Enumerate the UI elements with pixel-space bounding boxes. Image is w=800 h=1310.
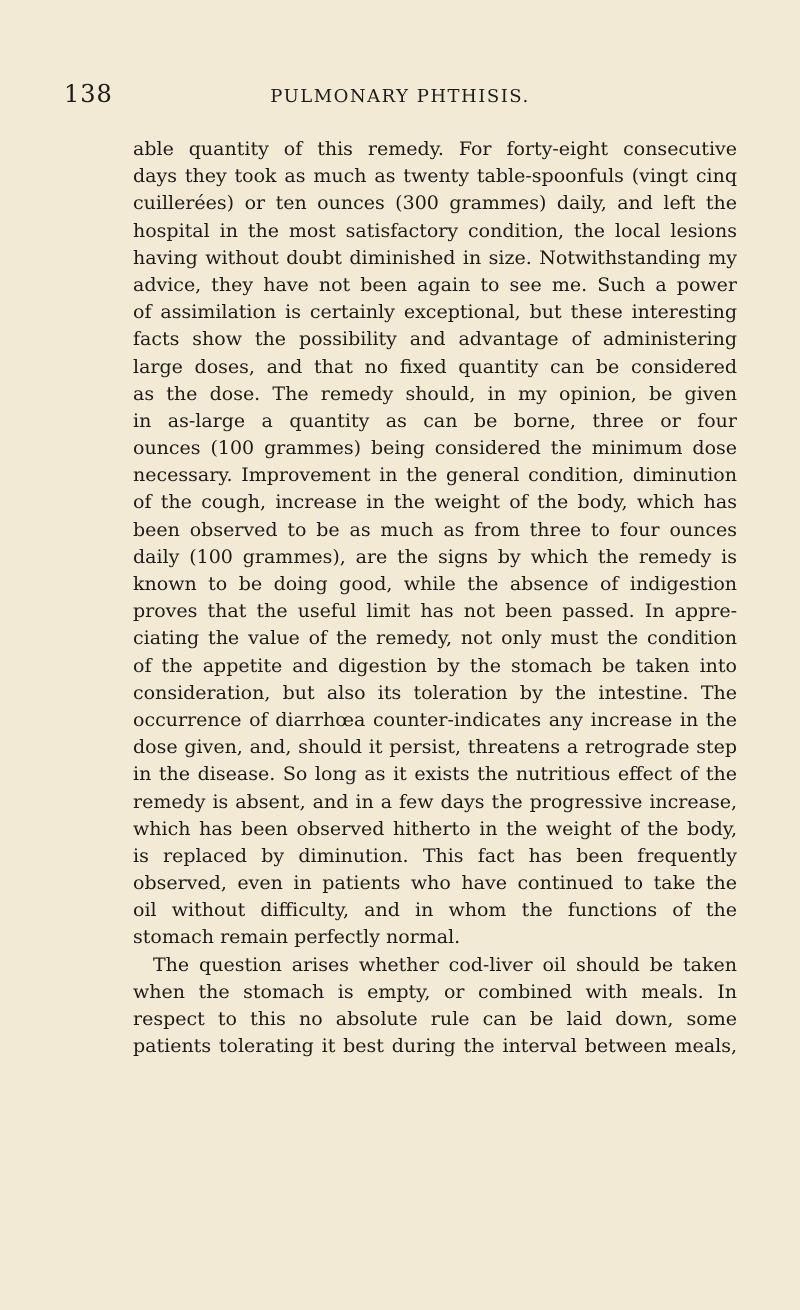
text-line: as the dose. The remedy should, in my opinion, be given	[133, 382, 737, 405]
text-line: able quantity of this remedy. For forty-eight consecutive	[133, 138, 737, 160]
text-line: of the appetite and digestion by the stomach be taken into	[133, 654, 737, 677]
text-line: of assimilation is certainly exceptional, but these interesting	[133, 301, 737, 324]
text-line: in as-large a quantity as can be borne, three or four	[133, 409, 737, 432]
text-line: cuillerées) or ten ounces (300 grammes) daily, and left the	[133, 192, 737, 215]
text-line: ounces (100 grammes) being considered the minimum dose	[133, 437, 737, 460]
text-line: dose given, and, should it persist, threatens a retrograde step	[133, 736, 737, 759]
text-line: daily (100 grammes), are the signs by which the remedy is	[133, 545, 737, 568]
text-line: respect to this no absolute rule can be laid down, some	[133, 1008, 737, 1030]
running-head: PULMONARY PHTHISIS.	[270, 86, 530, 107]
text-line: of the cough, increase in the weight of the body, which has	[133, 491, 737, 514]
text-line: is replaced by diminution. This fact has been frequently	[133, 844, 737, 867]
text-line: occurrence of diarrhœa counter-indicates any increase in the	[133, 708, 737, 731]
text-line: facts show the possibility and advantage of administering	[133, 328, 737, 351]
body-text	[133, 136, 737, 1060]
text-line: observed, even in patients who have continued to take the	[133, 872, 737, 895]
text-line: oil without difficulty, and in whom the functions of the	[133, 899, 737, 922]
text-line: when the stomach is empty, or combined with meals. In	[133, 980, 737, 1003]
text-line: advice, they have not been again to see me. Such a power	[133, 273, 737, 296]
text-line: days they took as much as twenty table-spoonfuls (vingt cinq	[133, 165, 737, 188]
text-line: having without doubt diminished in size. Notwithstanding my	[133, 246, 737, 269]
text-line: been observed to be as much as from three to four ounces	[133, 518, 737, 541]
text-line: necessary. Improvement in the general condition, diminution	[133, 464, 737, 487]
text-line: ciating the value of the remedy, not only must the condition	[133, 627, 737, 650]
text-line: in the disease. So long as it exists the nutritious effect of the	[133, 763, 737, 786]
text-line: stomach remain perfectly normal.	[133, 926, 461, 949]
text-line: large doses, and that no fixed quantity can be considered	[133, 355, 737, 378]
text-line: hospital in the most satisfactory condition, the local lesions	[133, 219, 737, 242]
text-line: which has been observed hitherto in the weight of the body,	[133, 817, 737, 840]
text-line: consideration, but also its toleration by the intestine. The	[133, 681, 737, 704]
text-line: proves that the useful limit has not been passed. In appre-	[133, 600, 737, 623]
text-line: known to be doing good, while the absence of indigestion	[133, 573, 737, 595]
page-number: 138	[64, 80, 113, 108]
text-line: The question arises whether cod-liver oil should be taken	[153, 953, 737, 976]
text-line: remedy is absent, and in a few days the progressive increase,	[133, 790, 737, 813]
text-line: patients tolerating it best during the interval between meals,	[133, 1035, 737, 1058]
